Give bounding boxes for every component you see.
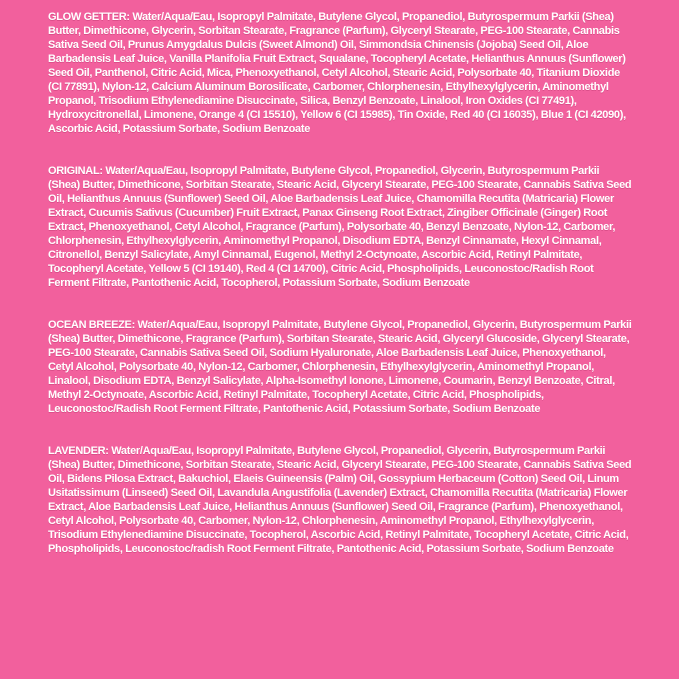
ingredient-list-glow-getter: Water/Aqua/Eau, Isopropyl Palmitate, Butylene Glycol, Propanediol, Butyrospermum Parkii (Shea) Butter, Dimethicone, Glycerin, Sorbitan Stearate, Fragrance (Parfum), Glyceryl Stearate, PEG-100 Stearate, Cannabis Sativa Seed Oil, Prunus Amygdalus Dulcis (Sweet Almond) Oil, Simmondsia Chinensis (Jojoba) Seed Oil, Aloe Barbadensis Leaf Juice, Vanilla Planifolia Fruit Extract, Squalane, Tocopheryl Acetate, Helianthus Annuus (Sunflower) Seed Oil, Panthenol, Citric Acid, Mica, Phenoxyethanol, Cetyl Alcohol, Stearic Acid, Polysorbate 40, Titanium Dioxide (CI 77891), Nylon-12, Calcium Aluminum Borosilicate, Carbomer, Chlorphenesin, Ethylhexylglycerin, Aminomethyl Propanol, Trisodium Ethylenediamine Disuccinate, Silica, Benzyl Benzoate, Linalool, Iron Oxides (CI 77491), Hydroxycitronellal, Limonene, Orange 4 (CI 15510), Yellow 6 (CI 15985), Tin Oxide, Red 40 (CI 16035), Blue 1 (CI 42090), Ascorbic Acid, Potassium Sorbate, Sodium Benzoate <box>48 11 626 135</box>
ingredient-list-lavender: Water/Aqua/Eau, Isopropyl Palmitate, Butylene Glycol, Propanediol, Glycerin, Butyrospermum Parkii (Shea) Butter, Dimethicone, Sorbitan Stearate, Stearic Acid, Glyceryl Stearate, PEG-100 Stearate, Cannabis Sativa Seed Oil, Bidens Pilosa Extract, Bakuchiol, Elaeis Guineensis (Palm) Oil, Gossypium Herbaceum (Cotton) Seed Oil, Linum Usitatissimum (Linseed) Seed Oil, Lavandula Angustifolia (Lavender) Extract, Chamomilla Recutita (Matricaria) Flower Extract, Aloe Barbadensis Leaf Juice, Helianthus Annuus (Sunflower) Seed Oil, Fragrance (Parfum), Phenoxyethanol, Cetyl Alcohol, Polysorbate 40, Carbomer, Nylon-12, Chlorphenesin, Aminomethyl Propanol, Ethylhexylglycerin, Trisodium Ethylenediamine Disuccinate, Tocopherol, Ascorbic Acid, Retinyl Palmitate, Tocopheryl Acetate, Citric Acid, Phospholipids, Leuconostoc/radish Root Ferment Filtrate, Pantothenic Acid, Potassium Sorbate, Sodium Benzoate <box>48 445 632 555</box>
variant-label-original: ORIGINAL: <box>48 165 103 177</box>
ingredients-glow-getter <box>48 10 633 136</box>
ingredients-original <box>48 164 633 290</box>
variant-label-ocean-breeze: OCEAN BREEZE: <box>48 319 135 331</box>
variant-label-glow-getter: GLOW GETTER: <box>48 11 130 23</box>
variant-label-lavender: LAVENDER: <box>48 445 109 457</box>
ingredient-list-ocean-breeze: Water/Aqua/Eau, Isopropyl Palmitate, Butylene Glycol, Propanediol, Glycerin, Butyrospermum Parkii (Shea) Butter, Dimethicone, Fragrance (Parfum), Sorbitan Stearate, Stearic Acid, Glyceryl Glucoside, Glyceryl Stearate, PEG-100 Stearate, Cannabis Sativa Seed Oil, Sodium Hyaluronate, Aloe Barbadensis Leaf Juice, Phenoxyethanol, Cetyl Alcohol, Polysorbate 40, Nylon-12, Carbomer, Chlorphenesin, Ethylhexylglycerin, Aminomethyl Propanol, Linalool, Disodium EDTA, Benzyl Salicylate, Alpha-Isomethyl Ionone, Limonene, Coumarin, Benzyl Benzoate, Citral, Methyl 2-Octynoate, Ascorbic Acid, Retinyl Palmitate, Tocopheryl Acetate, Citric Acid, Phospholipids, Leuconostoc/Radish Root Ferment Filtrate, Pantothenic Acid, Potassium Sorbate, Sodium Benzoate <box>48 319 632 415</box>
ingredient-list-original: Water/Aqua/Eau, Isopropyl Palmitate, Butylene Glycol, Propanediol, Glycerin, Butyrospermum Parkii (Shea) Butter, Dimethicone, Sorbitan Stearate, Stearic Acid, Glyceryl Stearate, PEG-100 Stearate, Cannabis Sativa Seed Oil, Helianthus Annuus (Sunflower) Seed Oil, Aloe Barbadensis Leaf Juice, Chamomilla Recutita (Matricaria) Flower Extract, Cucumis Sativus (Cucumber) Fruit Extract, Panax Ginseng Root Extract, Zingiber Officinale (Ginger) Root Extract, Phenoxyethanol, Cetyl Alcohol, Fragrance (Parfum), Polysorbate 40, Benzyl Benzoate, Nylon-12, Carbomer, Chlorphenesin, Ethylhexylglycerin, Aminomethyl Propanol, Disodium EDTA, Benzyl Cinnamate, Hexyl Cinnamal, Citronellol, Benzyl Salicylate, Amyl Cinnamal, Eugenol, Methyl 2-Octynoate, Ascorbic Acid, Retinyl Palmitate, Tocopheryl Acetate, Yellow 5 (CI 19140), Red 4 (CI 14700), Citric Acid, Phospholipids, Leuconostoc/Radish Root Ferment Filtrate, Pantothenic Acid, Tocopherol, Potassium Sorbate, Sodium Benzoate <box>48 165 632 289</box>
ingredients-ocean-breeze <box>48 318 633 416</box>
ingredients-lavender <box>48 444 633 556</box>
